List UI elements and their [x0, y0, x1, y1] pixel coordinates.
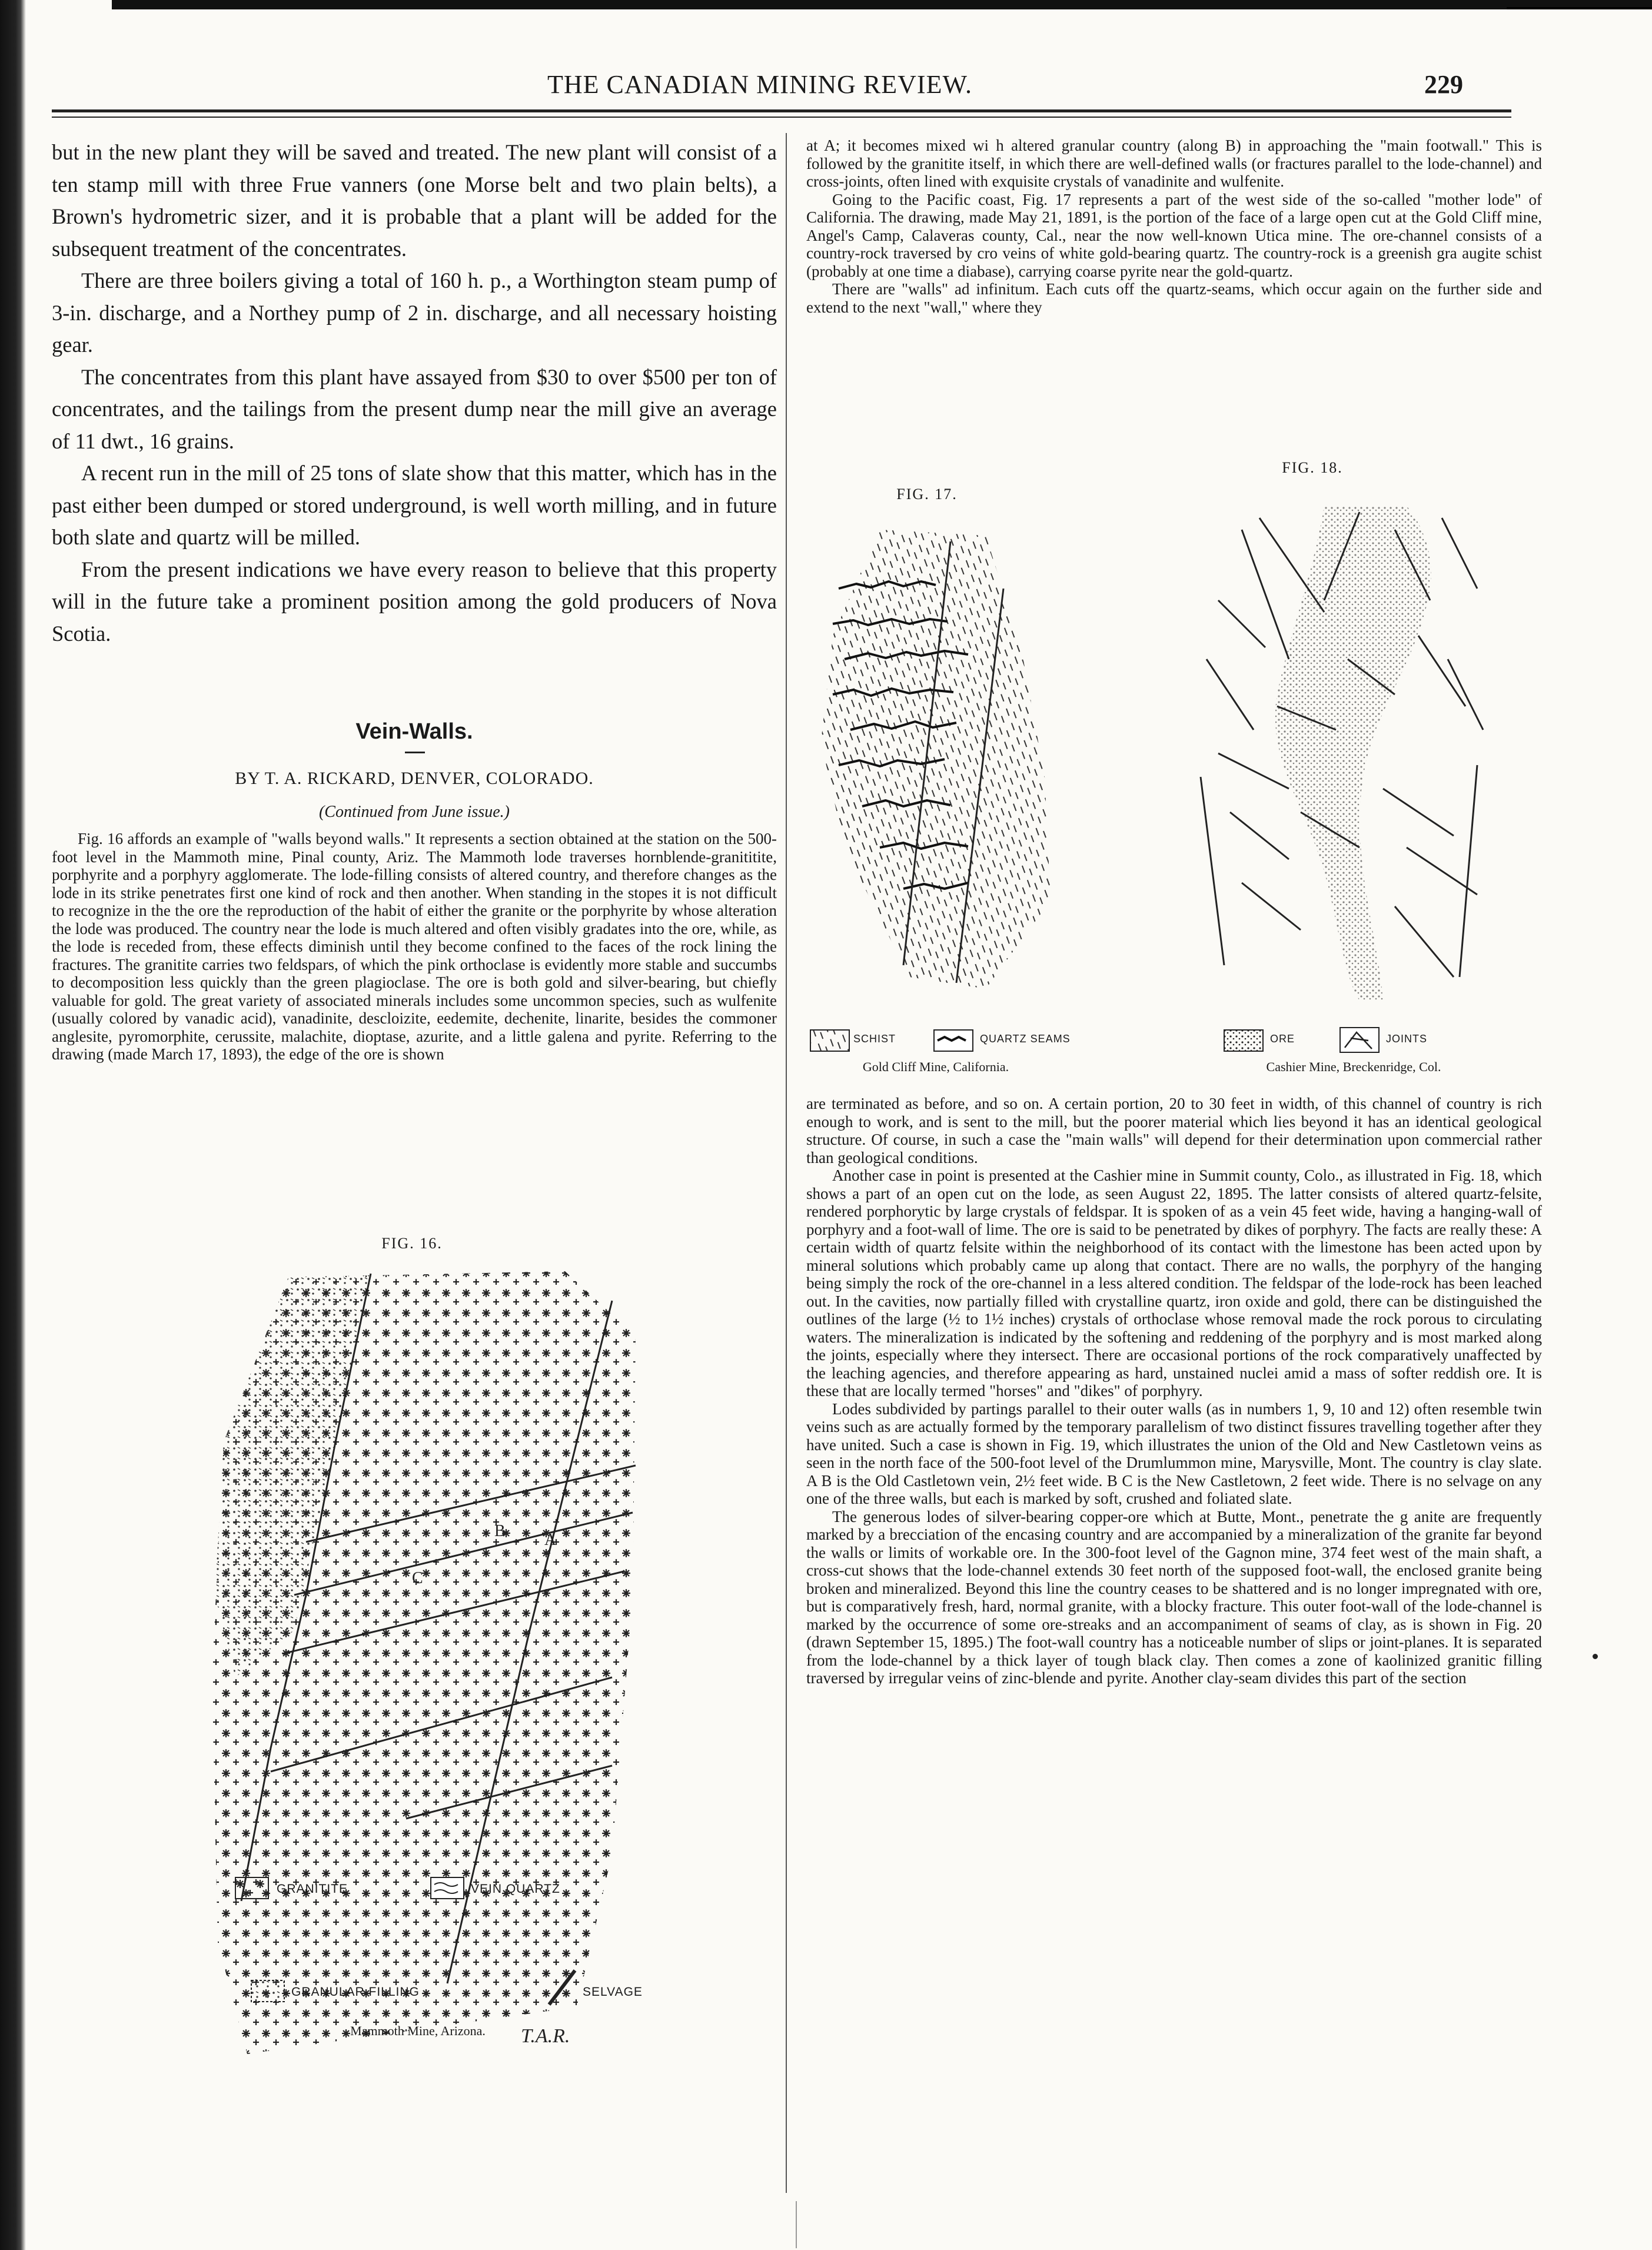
fig17-caption: Gold Cliff Mine, California. [862, 1059, 1009, 1074]
paragraph: The concentrates from this plant have assayed from $30 to over $500 per ton of concentrates, and the tailings from the present dump near the mill give an average of 11 dwt., 16 grains. [52, 364, 777, 453]
article-byline: BY T. A. RICKARD, DENVER, COLORADO. [235, 769, 594, 788]
selvage-swatch [544, 1967, 580, 2008]
fig16-letter: A [544, 1531, 557, 1549]
running-title: THE CANADIAN MINING REVIEW. [547, 70, 972, 99]
title-dash [405, 752, 425, 753]
right-column-bottom-text [806, 1095, 1542, 1687]
paragraph: The generous lodes of silver-bearing copper-ore which at Butte, Mont., penetrate the g anite are frequently marked by a brecciation of the encasing country and are accompanied by a mineralization of the granite far beyond the walls or limits of workable ore. In the 300-foot level of the Gagnon mine, 374 feet west of the main shaft, a cross-cut shows that the lode-channel extends 30 feet north of the supposed foot-wall, the enclosed granite being broken and mineralized. Beyond this line the country ceases to be shattered and is no longer impregnated with ore, but is comparatively fresh, hard, normal granite, with a blocky fracture. This outer foot-wall of the lode-channel is marked by the occurrence of some ore-streaks and an accompaniment of seams of clay, as is shown in Fig. 20 (drawn September 15, 1895.) The foot-wall country has a noticeable number of slips or joint-planes. It is separated from the lode-channel by a thick layer of tough black clay. Then comes a zone of kaolinized granitic filling traversed by irregular veins of zinc-blende and pyrite. Another clay-seam divides this part of the section [806, 1507, 1542, 1687]
paragraph: but in the new plant they will be saved and treated. The new plant will consist of a ten stamp mill with three Frue vanners (one Morse belt and two plain belts), a Brown's hydrometric sizer, and it is probable that a plant will be added for the subsequent treatment of the concentrates. [52, 140, 777, 261]
paragraph: at A; it becomes mixed wi h altered granular country (along B) in approaching the "main footwall." This is followed by the granitite itself, in which there are well-defined walls (or fractures parallel to the lode-channel) and cross-joints, often lined with exquisite crystals of vanadinite and wulfenite. [806, 137, 1542, 190]
legend-ore: ORE [1270, 1033, 1295, 1045]
paragraph: Going to the Pacific coast, Fig. 17 represents a part of the west side of the so-called "mother lode" of California. The drawing, made May 21, 1891, is the portion of the face of a large open cut at the Gold Cliff mine, Angel's Camp, Calaveras county, Cal., near the now well-known Utica mine. The ore-channel consists of a country-rock traversed by cro veins of white gold-bearing quartz. The country-rock is a greenish gra augite schist (probably at one time a diabase), carrying coarse pyrite near the gold-quartz. [806, 190, 1542, 280]
book-spine-shadow [0, 0, 26, 2250]
fig18-drawing [1171, 483, 1501, 1012]
fig16-caption: Mammoth Mine, Arizona. [350, 2023, 486, 2038]
gutter-mark [796, 2201, 797, 2248]
page-number: 229 [1424, 70, 1463, 99]
fig18-label: FIG. 18. [1282, 459, 1343, 476]
granular-swatch [250, 1979, 285, 2003]
top-edge-line [1507, 7, 1652, 9]
legend-selvage: SELVAGE [583, 1985, 643, 1999]
paragraph: Another case in point is presented at the Cashier mine in Summit county, Colo., as illustrated in Fig. 18, which shows a part of an open cut on the lode, as seen August 22, 1895. The latter consists of altered quartz-felsite, rendered porphorytic by large crystals of feldspar. It is spoken of as a vein 45 feet wide, having a hanging-wall of porphyry and a foot-wall of lime. The ore is said to be penetrated by dikes of porphyry. The facts are really these: A certain width of quartz felsite within the neighborhood of its contact with the limestone has been acted upon by mineral solutions which probably came up along that contact. There are no walls, the porphyry of the hanging being simply the rock of the ore-channel in a less altered condition. The feldspar of the lode-rock has been leached out. In the cavities, now partially filled with crystalline quartz, iron oxide and gold, there can be distinguished the outlines of the large (½ to 1½ inches) crystals of orthoclase whose removal made the rock porous to circulating waters. The mineralization is indicated by the softening and reddening of the porphyry and is most marked along the joints, especially where they intersect. There are occasional portions of the rock comparatively unaffected by the leaching agencies, and therefore appearing as hard, unstained nuclei amid a mass of softer reddish ore. It is these that are locally termed "horses" and "dikes" of porphyry. [806, 1166, 1542, 1400]
article-title: Vein-Walls. [355, 719, 473, 744]
margin-speck [1593, 1654, 1598, 1659]
fig18-caption: Cashier Mine, Breckenridge, Col. [1266, 1059, 1441, 1074]
fig16-label: FIG. 16. [381, 1235, 443, 1252]
top-edge-bar [112, 0, 1652, 9]
paragraph: There are three boilers giving a total of 160 h. p., a Worthington steam pump of 3-in. discharge, and a Northey pump of 2 in. discharge, and all necessary hoisting gear. [52, 268, 777, 357]
paragraph: There are "walls" ad infinitum. Each cuts off the quartz-seams, which occur again on the further side and extend to the next "wall," where they [806, 280, 1542, 316]
legend-joints: JOINTS [1386, 1033, 1428, 1045]
left-article-text [52, 830, 777, 1063]
left-column-text [52, 137, 777, 650]
paragraph: From the present indications we have every reason to believe that this property will in the future take a prominent position among the gold producers of Nova Scotia. [52, 557, 777, 646]
fig17-label: FIG. 17. [896, 486, 958, 503]
continued-note: (Continued from June issue.) [318, 803, 510, 821]
vein-quartz-swatch [430, 1876, 465, 1900]
fig16-letter: C [412, 1569, 423, 1587]
paragraph: Fig. 16 affords an example of "walls beyond walls." It represents a section obtained at the station on the 500-foot level in the Mammoth mine, Pinal county, Ariz. The Mammoth lode traverses hornblende-granititite, porphyrite and a porphyry agglomerate. The lode-filling consists of altered country, and therefore changes as the lode in its strike penetrates first one kind of rock and then another. When standing in the stopes it is not difficult to recognize in the the ore the reproduction of the habit of either the granite or the porphyrite by whose alteration the lode was produced. The country near the lode is much altered and often visibly gradates into the ore, while, as the lode is receded from, these effects diminish until they become confined to the faces of the rock lining the fractures. The granitite carries two feldspars, of which the pink orthoclase is evidently more stable and succumbs to decomposition less quickly than the green plagioclase. The ore is both gold and silver-bearing, but chiefly valuable for gold. The great variety of associated minerals includes some uncommon species, such as wulfenite (usually colored by vanadic acid), vanadinite, descloizite, eedemite, dechenite, linarite, besides the commoner anglesite, pyromorphite, cerussite, malachite, dioptase, azurite, and a little galena and pyrite. Referring to the drawing (made March 17, 1893), the edge of the ore is shown [52, 830, 777, 1063]
quartz-seams-swatch [933, 1029, 974, 1052]
schist-swatch [809, 1029, 850, 1052]
header-rule [52, 109, 1511, 112]
legend-vein-quartz: VEIN QUARTZ [471, 1882, 560, 1896]
legend-quartz-seams: QUARTZ SEAMS [980, 1033, 1071, 1045]
paragraph: A recent run in the mill of 25 tons of slate show that this matter, which has in the past either been dumped or stored underground, is well worth milling, and in future both slate and quartz will be milled. [52, 461, 777, 549]
fig17-drawing [809, 518, 1068, 1001]
header-rule-thin [52, 117, 1511, 118]
paragraph: Lodes subdivided by partings parallel to their outer walls (as in numbers 1, 9, 10 and 12) often resemble twin veins such as are actually formed by the temporary parallelism of two distinct fissures travelling together after they have united. Such a case is shown in Fig. 19, which illustrates the union of the Old and New Castletown veins as seen in the north face of the 500-foot level of the Drumlummon mine, Marysville, Mont. The country is clay slate. A B is the Old Castletown vein, 2½ feet wide. B C is the New Castletown, 2 feet wide. There is no selvage on any one of the three walls, but each is marked by soft, crushed and foliated slate. [806, 1400, 1542, 1507]
ore-swatch [1223, 1029, 1264, 1052]
granitite-swatch [234, 1876, 270, 1900]
paragraph: are terminated as before, and so on. A certain portion, 20 to 30 feet in width, of this channel of country is rich enough to work, and is sent to the mill, but the poorer material which lies beyond it has an identical geological structure. Of course, in such a case the "main walls" will depend for their determination upon commercial rather than geological conditions. [806, 1095, 1542, 1166]
fig16-letter: B [494, 1522, 506, 1540]
legend-granitite: GRANITITE [277, 1882, 348, 1896]
legend-granular-filling: GRANULAR FILLING [291, 1985, 420, 1999]
joints-swatch [1339, 1026, 1380, 1053]
column-divider [786, 133, 787, 2193]
fig16-signature: T.A.R. [521, 2025, 570, 2047]
legend-schist: SCHIST [853, 1033, 896, 1045]
right-column-top-text [806, 137, 1542, 316]
fig16-drawing [200, 1265, 647, 2101]
